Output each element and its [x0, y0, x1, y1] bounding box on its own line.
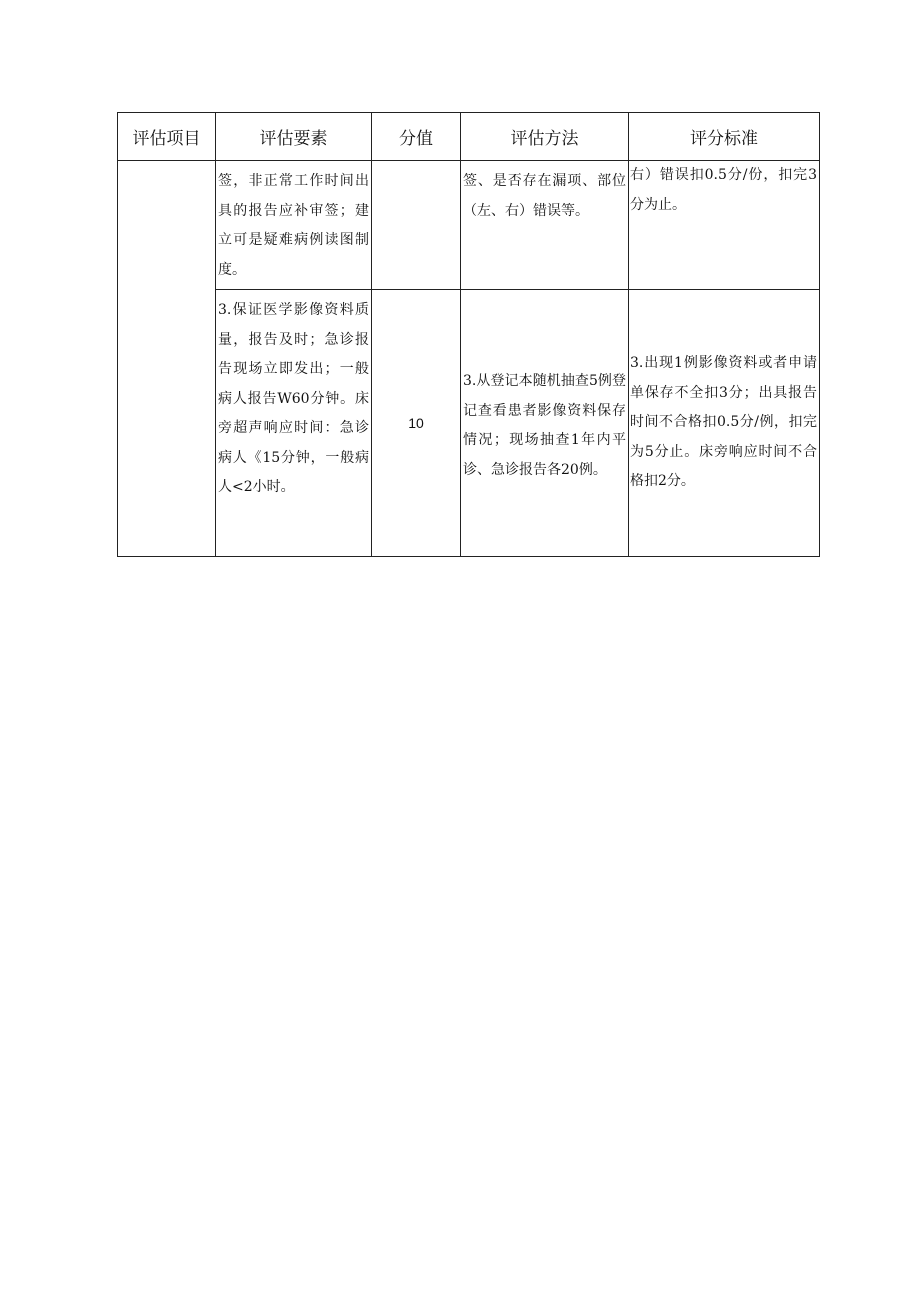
table-header-row: [118, 113, 820, 161]
header-element: 评估要素: [216, 113, 372, 161]
cell-score: 10: [372, 290, 461, 557]
header-method: 评估方法: [461, 113, 629, 161]
table-row: [118, 290, 820, 557]
cell-element: 签，非正常工作时间出具的报告应补审签；建立可是疑难病例读图制度。: [216, 161, 372, 290]
table-row: [118, 161, 820, 290]
cell-element: 3.保证医学影像资料质量，报告及时；急诊报告现场立即发出；一般病人报告W60分钟。床旁超声响应时间：急诊病人《15分钟，一般病人<2小时。: [216, 290, 372, 557]
evaluation-table: [117, 112, 820, 557]
cell-criteria: 右）错误扣0.5分/份，扣完3分为止。: [629, 161, 820, 290]
header-criteria: 评分标准: [629, 113, 820, 161]
cell-score: [372, 161, 461, 290]
header-score: 分值: [372, 113, 461, 161]
cell-item: [118, 161, 216, 557]
cell-method: 3.从登记本随机抽查5例登记查看患者影像资料保存情况；现场抽查1年内平诊、急诊报告各20例。: [461, 290, 629, 557]
cell-method: 签、是否存在漏项、部位（左、右）错误等。: [461, 161, 629, 290]
cell-criteria: 3.出现1例影像资料或者申请单保存不全扣3分；出具报告时间不合格扣0.5分/例，扣完为5分止。床旁响应时间不合格扣2分。: [629, 290, 820, 557]
header-item: 评估项目: [118, 113, 216, 161]
